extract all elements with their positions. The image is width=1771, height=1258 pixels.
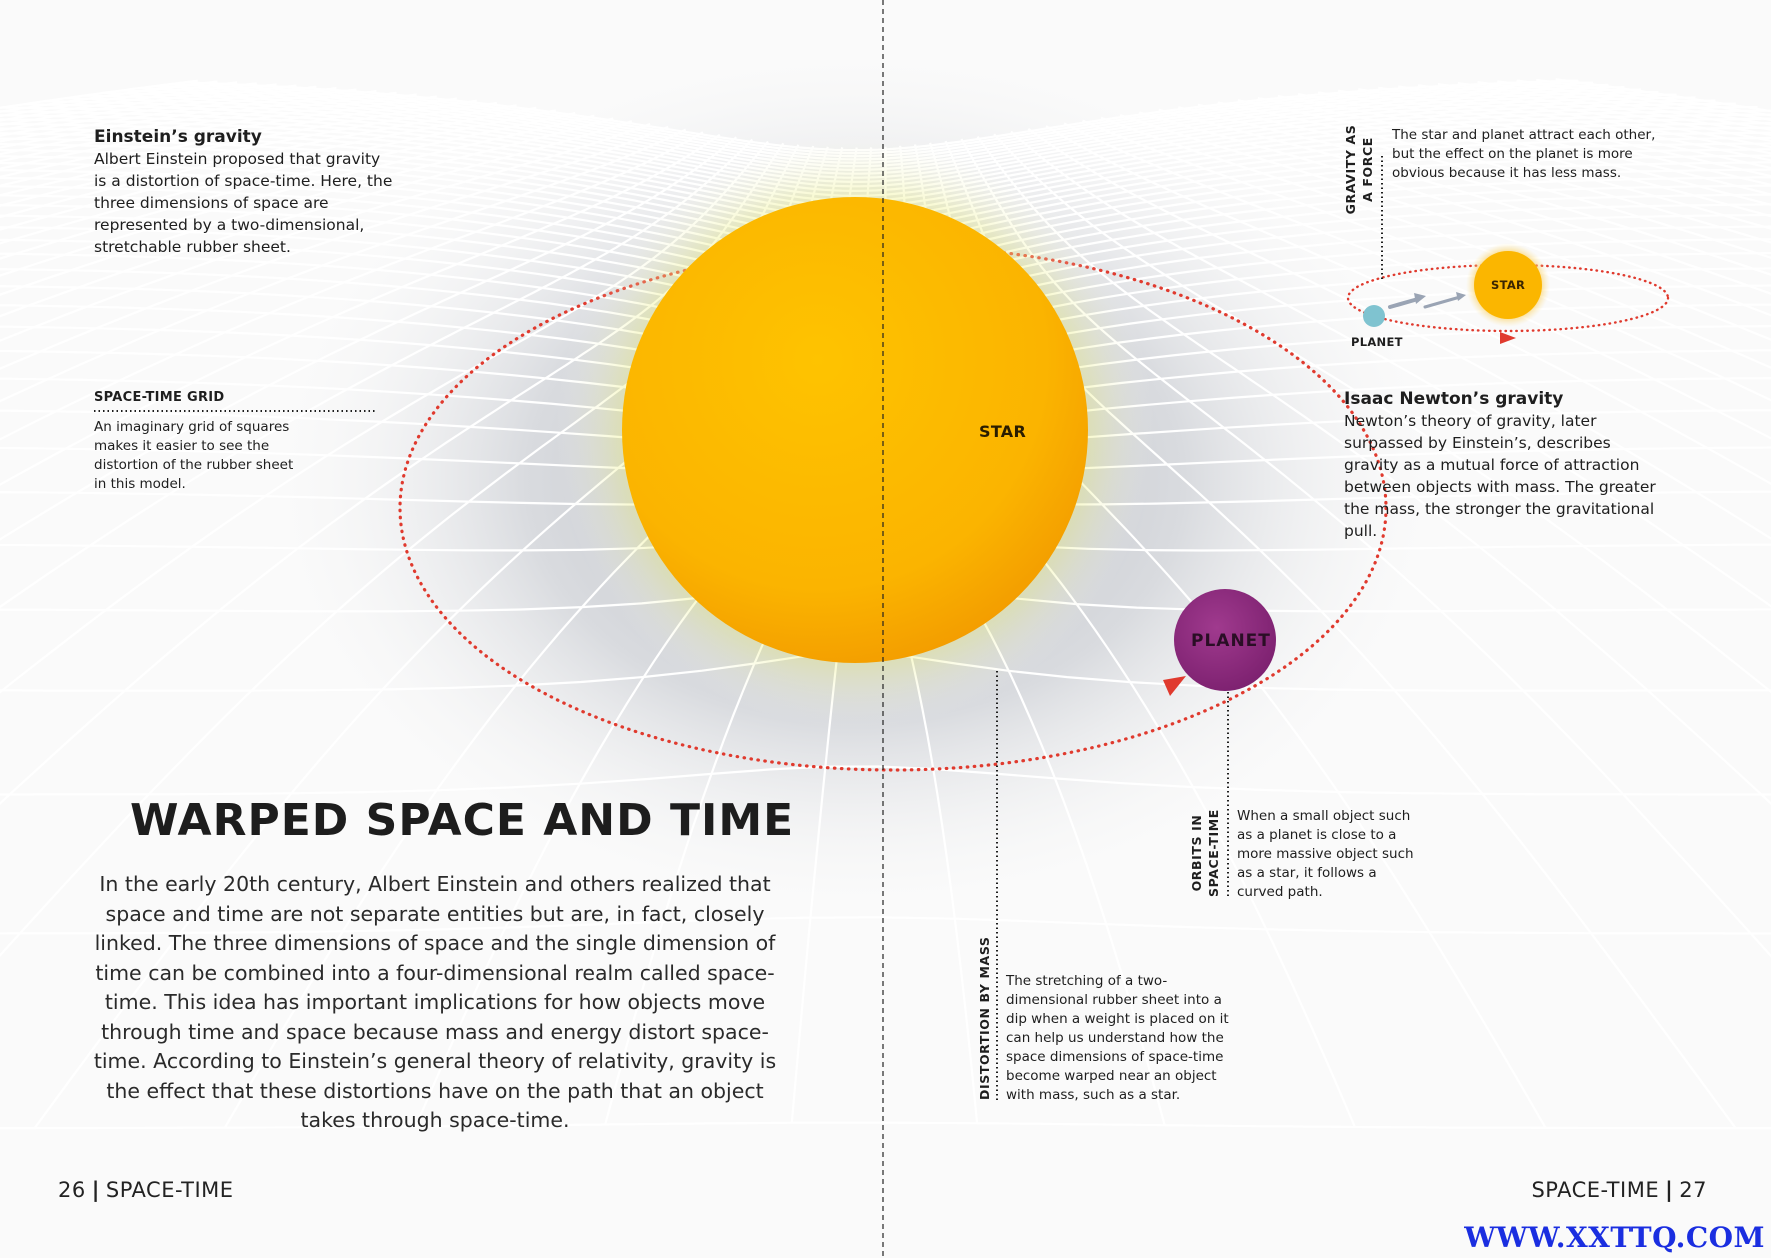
page-number-right: 27: [1679, 1178, 1707, 1202]
grid-line: [1497, 81, 1771, 1128]
newton-block: [1344, 388, 1664, 542]
small-planet-label: PLANET: [1351, 335, 1403, 349]
folio-right: SPACE-TIME | 27: [1531, 1178, 1707, 1202]
distortion-label: DISTORTION BY MASS: [977, 936, 992, 1100]
watermark: WWW.XXTTQ.COM: [1464, 1221, 1765, 1254]
spacetime-grid-heading: SPACE-TIME GRID: [94, 390, 225, 405]
small-planet: [1363, 305, 1385, 327]
newton-heading: Isaac Newton’s gravity: [1344, 389, 1564, 409]
grid-line: [1556, 79, 1771, 1128]
small-star-label: STAR: [1491, 278, 1526, 292]
planet-label: PLANET: [1191, 631, 1271, 651]
einstein-body: Albert Einstein proposed that gravity is a distortion of space-time. Here, the three dimensions of space are represented by a two-dimensional, stretchable rubber sheet.: [94, 150, 393, 256]
gravity-force-label: GRAVITY AS A FORCE: [1343, 124, 1375, 215]
section-left: SPACE-TIME: [105, 1178, 234, 1202]
einstein-heading: Einstein’s gravity: [94, 127, 262, 147]
gravity-force-body: The star and planet attract each other, but the effect on the planet is more obvious because it has less mass.: [1392, 127, 1656, 181]
einstein-block: [94, 126, 394, 258]
distortion-body: The stretching of a two-dimensional rubber sheet into a dip when a weight is placed on it can help us understand how the space dimensions of space-time become warped near an object with mass, such as a star.: [1006, 973, 1229, 1103]
orbits-body: When a small object such as a planet is close to a more massive object such as a star, it follows a curved path.: [1237, 808, 1414, 900]
newton-body: Newton’s theory of gravity, later surpassed by Einstein’s, describes gravity as a mutual force of attraction between objects with mass. The greater the mass, the stronger the gravitational pull.: [1344, 412, 1656, 540]
section-right: SPACE-TIME: [1531, 1178, 1660, 1202]
orbits-label: ORBITS IN SPACE-TIME: [1189, 809, 1221, 897]
page-title: WARPED SPACE AND TIME: [130, 795, 795, 846]
intro-paragraph: In the early 20th century, Albert Einstein and others realized that space and time are not separate entities but are, in fact, closely linked. The three dimensions of space and the single dimension of time can be combined into a four-dimensional realm called space-time. This idea has important implications for how objects move through time and space because mass and energy distort space-time. According to Einstein’s general theory of relativity, gravity is the effect that these distortions have on the path that an object takes through space-time.: [93, 872, 777, 1132]
page-number-left: 26: [58, 1178, 86, 1202]
star-label: STAR: [979, 422, 1027, 441]
folio-left: 26 | SPACE-TIME: [58, 1178, 234, 1202]
spacetime-grid-body: An imaginary grid of squares makes it easier to see the distortion of the rubber sheet in this model.: [94, 419, 294, 492]
attraction-arrow-right: [1425, 297, 1460, 307]
